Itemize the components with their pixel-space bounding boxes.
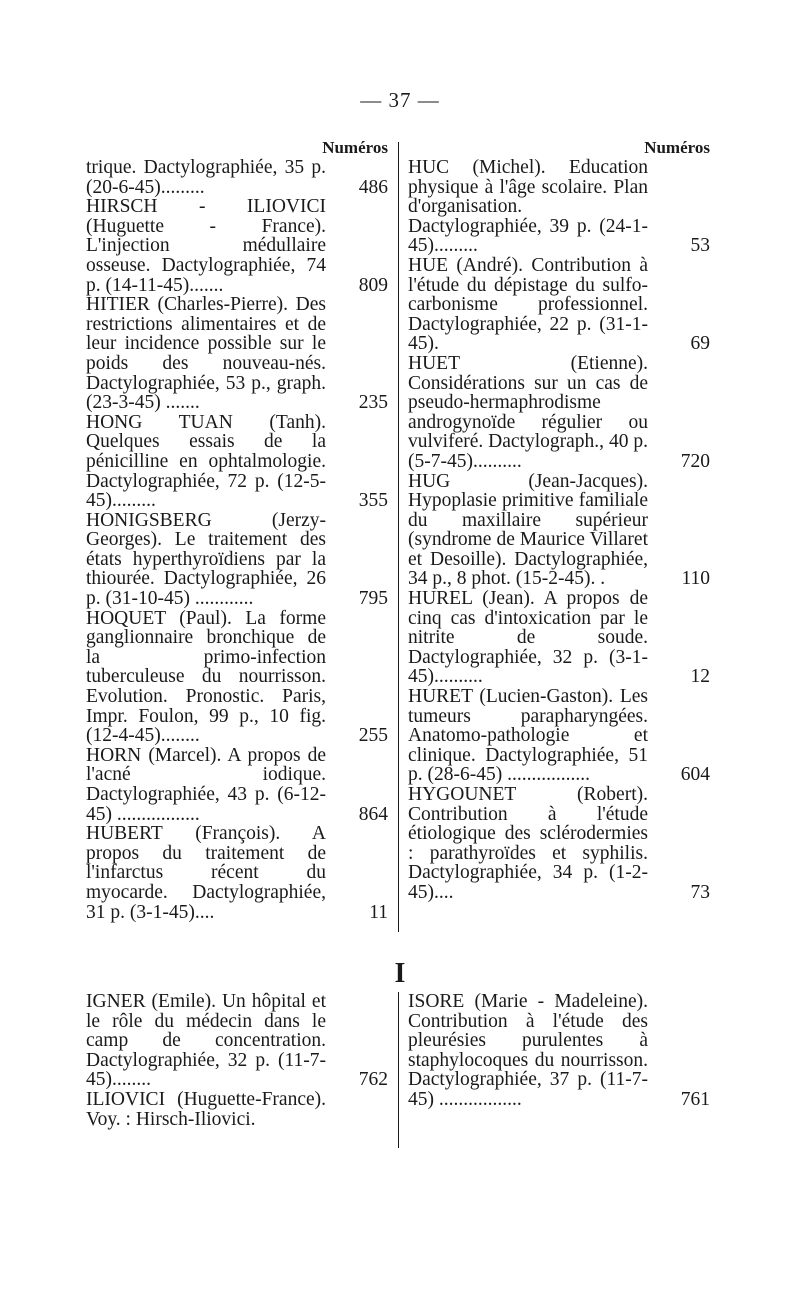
entry-text: ISORE (Marie - Madeleine). Contribution à l'étude des pleurésies purulentes à staphylocoques du nourrisson. Dactylographiée, 37 p. (11-7-45) ................. — [408, 991, 648, 1110]
entry-text: HITIER (Charles-Pierre). Des restrictions alimentaires et de leur incidence possible sur le poids des nouveau-nés. Dactylographiée, 53 p., graph. (23-3-45) ....... — [86, 294, 326, 414]
entry-text: trique. Dactylographiée, 35 p. (20-6-45)......... — [86, 157, 326, 198]
index-entry — [408, 992, 710, 1110]
entry-text: HUG (Jean-Jacques). Hypoplasie primitive familiale du maxillaire supérieur (syndrome de Maurice Villaret et Desoille). Dactylographiée, 34 p., 8 phot. (15-2-45). . — [408, 470, 648, 590]
index-entry — [86, 158, 388, 197]
column-header: Numéros — [322, 138, 388, 157]
entry-number: 720 — [680, 450, 710, 472]
entry-number: 69 — [690, 333, 710, 355]
entry-text: HUBERT (François). A propos du traitement de l'infarctus récent du myocarde. Dactylographiée, 31 p. (3-1-45).... — [86, 823, 326, 923]
entry-number: 255 — [358, 725, 388, 747]
entry-text: HYGOUNET (Robert). Contribution à l'étude étiologique des sclérodermies : parathyroïdes et syphilis. Dactylographiée, 34 p. (1-2-45).... — [408, 784, 648, 903]
entry-number: 762 — [358, 1069, 388, 1091]
index-entry — [86, 609, 388, 746]
index-entry — [86, 413, 388, 511]
top-left-column — [86, 138, 388, 922]
bottom-left-column — [86, 992, 388, 1129]
entry-number: 110 — [681, 568, 710, 590]
entry-text: HUET (Etienne). Considérations sur un cas de pseudo-hermaphrodisme androgynoïde régulier ou vulviferé. Dactylograph., 40 p. (5-7-45).......... — [408, 352, 648, 472]
index-entry — [408, 785, 710, 903]
entry-number: 355 — [358, 490, 388, 512]
entry-list — [408, 992, 710, 1110]
entry-list — [86, 158, 388, 922]
entry-text: HURET (Lucien-Gaston). Les tumeurs parapharyngées. Anatomo-pathologie et clinique. Dactylographiée, 51 p. (28-6-45) ................. — [408, 686, 648, 786]
index-entry — [86, 746, 388, 824]
entry-number: 53 — [690, 235, 710, 257]
index-entry — [408, 158, 710, 256]
entry-number: 235 — [358, 392, 388, 414]
entry-text: IGNER (Emile). Un hôpital et le rôle du médecin dans le camp de concentration. Dactylographiée, 32 p. (11-7-45)........ — [86, 991, 326, 1091]
entry-number: 11 — [369, 901, 388, 923]
index-entry — [86, 197, 388, 295]
entry-text: HOQUET (Paul). La forme ganglionnaire bronchique de la primo-infection tuberculeuse du nourrisson. Evolution. Pronostic. Paris, Impr. Foulon, 99 p., 10 fig. (12-4-45)........ — [86, 607, 326, 747]
entry-number: 809 — [358, 274, 388, 296]
index-entry — [86, 295, 388, 413]
entry-text: HUE (André). Contribution à l'étude du dépistage du sulfo-carbonisme professionnel. Dactylographiée, 22 p. (31-1-45). — [408, 254, 648, 355]
entry-number: 864 — [358, 803, 388, 825]
column-divider — [398, 992, 399, 1148]
entry-text: HUC (Michel). Education physique à l'âge scolaire. Plan d'organisation. Dactylographiée, 39 p. (24-1-45)......... — [408, 157, 648, 257]
index-entry — [86, 1090, 388, 1129]
index-entry — [86, 992, 388, 1090]
column-header: Numéros — [644, 138, 710, 157]
column-divider — [398, 142, 399, 932]
index-entry — [408, 256, 710, 354]
entry-number: 12 — [690, 666, 710, 688]
entry-number: 604 — [680, 764, 710, 786]
entry-list — [408, 158, 710, 903]
page-number: — 37 — — [360, 88, 440, 112]
index-entry — [86, 511, 388, 609]
entry-number: 486 — [358, 176, 388, 198]
entry-text: HUREL (Jean). A propos de cinq cas d'intoxication par le nitrite de soude. Dactylographiée, 32 p. (3-1-45).......... — [408, 588, 648, 688]
index-entry — [408, 472, 710, 590]
bottom-right-column — [408, 992, 710, 1110]
index-entry — [408, 589, 710, 687]
top-right-column — [408, 138, 710, 903]
entry-text: HONG TUAN (Tanh). Quelques essais de la pénicilline en ophtalmologie. Dactylographiée, 72 p. (12-5-45)......... — [86, 411, 326, 512]
entry-text: HONIGSBERG (Jerzy-Georges). Le traitement des états hyperthyroïdiens par la thiourée. Dactylographiée, 26 p. (31-10-45) ............ — [86, 509, 326, 610]
entry-list — [86, 992, 388, 1129]
entry-number: 795 — [358, 588, 388, 610]
entry-text: ILIOVICI (Huguette-France). Voy. : Hirsch-Iliovici. — [86, 1088, 326, 1130]
index-entry — [86, 824, 388, 922]
entry-number: 761 — [680, 1088, 710, 1110]
entry-text: HIRSCH - ILIOVICI (Huguette - France). L'injection médullaire osseuse. Dactylographiée, 74 p. (14-11-45)....... — [86, 196, 326, 296]
section-letter: I — [394, 958, 406, 989]
index-entry — [408, 687, 710, 785]
index-entry — [408, 354, 710, 472]
entry-number: 73 — [690, 881, 710, 903]
entry-text: HORN (Marcel). A propos de l'acné iodique. Dactylographiée, 43 p. (6-12-45) ................. — [86, 744, 326, 825]
